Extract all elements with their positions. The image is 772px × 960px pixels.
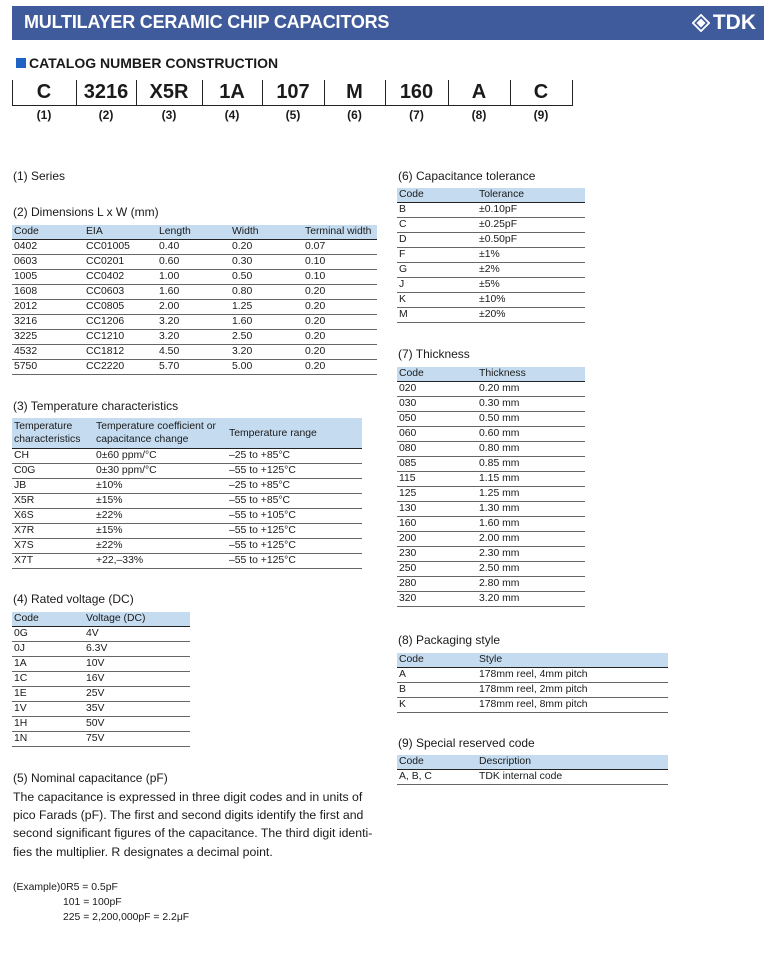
catalog-code-divider: [202, 80, 203, 106]
nominal-heading: (5) Nominal capacitance (pF): [13, 771, 168, 785]
table-cell: 2.80 mm: [477, 577, 585, 592]
table-cell: 2.00 mm: [477, 532, 585, 547]
table-cell: 280: [397, 577, 477, 592]
table-cell: 1.15 mm: [477, 472, 585, 487]
table-row: [12, 554, 362, 569]
voltage-header-row: [12, 612, 190, 627]
table-cell: 085: [397, 457, 477, 472]
voltage-column-header: Code: [12, 612, 84, 627]
reserved-column-header: Code: [397, 755, 477, 770]
table-row: [397, 487, 585, 502]
table-row: [12, 285, 377, 300]
thickness-column-header: Code: [397, 367, 477, 382]
table-row: [12, 687, 190, 702]
table-cell: 0.50: [230, 270, 303, 285]
table-cell: 0±30 ppm/°C: [94, 464, 227, 479]
table-cell: 0.20: [303, 300, 377, 315]
voltage-heading: (4) Rated voltage (DC): [13, 592, 134, 606]
voltage-table: [12, 612, 190, 747]
table-cell: 1.60: [157, 285, 230, 300]
table-row: [397, 547, 585, 562]
catalog-code-label: (6): [347, 108, 362, 122]
table-cell: 0.50 mm: [477, 412, 585, 427]
table-cell: 35V: [84, 702, 190, 717]
table-cell: ±0.10pF: [477, 203, 585, 218]
table-cell: 1C: [12, 672, 84, 687]
table-cell: 1608: [12, 285, 84, 300]
table-cell: 0.80: [230, 285, 303, 300]
dimensions-body: [12, 240, 377, 375]
tolerance-table: [397, 188, 585, 323]
voltage-column-header: Voltage (DC): [84, 612, 190, 627]
dimensions-heading: (2) Dimensions L x W (mm): [13, 205, 159, 219]
table-cell: 178mm reel, 8mm pitch: [477, 698, 668, 713]
table-row: [12, 300, 377, 315]
table-cell: ±15%: [94, 494, 227, 509]
table-row: [397, 278, 585, 293]
table-cell: –55 to +125°C: [227, 464, 362, 479]
table-cell: C: [397, 218, 477, 233]
table-row: [12, 672, 190, 687]
table-cell: –55 to +105°C: [227, 509, 362, 524]
table-cell: ±2%: [477, 263, 585, 278]
table-cell: TDK internal code: [477, 770, 668, 785]
example-line: 101 = 100pF: [63, 897, 122, 908]
table-row: [397, 472, 585, 487]
thickness-table: [397, 367, 585, 607]
table-cell: 25V: [84, 687, 190, 702]
table-cell: F: [397, 248, 477, 263]
catalog-code-divider: [572, 80, 573, 106]
table-cell: 178mm reel, 2mm pitch: [477, 683, 668, 698]
table-cell: 0.10: [303, 255, 377, 270]
table-cell: A: [397, 668, 477, 683]
packaging-column-header: Code: [397, 653, 477, 668]
tolerance-column-header: Tolerance: [477, 188, 585, 203]
table-cell: 2.50 mm: [477, 562, 585, 577]
table-cell: ±0.25pF: [477, 218, 585, 233]
table-cell: 1V: [12, 702, 84, 717]
table-cell: 3.20 mm: [477, 592, 585, 607]
example-line: (Example)0R5 = 0.5pF: [13, 882, 118, 893]
table-cell: 0.10: [303, 270, 377, 285]
table-row: [397, 770, 668, 785]
table-cell: 3.20: [157, 315, 230, 330]
table-cell: 3.20: [230, 345, 303, 360]
table-cell: –55 to +125°C: [227, 539, 362, 554]
dimensions-header-row: [12, 225, 377, 240]
table-cell: 0.20: [303, 330, 377, 345]
table-cell: –55 to +85°C: [227, 494, 362, 509]
catalog-code-label: (8): [471, 108, 487, 122]
catalog-code-divider: [76, 80, 77, 106]
table-row: [12, 360, 377, 375]
table-cell: ±20%: [477, 308, 585, 323]
table-cell: 0.30: [230, 255, 303, 270]
table-cell: 0.20 mm: [477, 382, 585, 397]
table-cell: 0±60 ppm/°C: [94, 449, 227, 464]
catalog-code-label: (7): [409, 108, 424, 122]
table-cell: ±0.50pF: [477, 233, 585, 248]
table-cell: 1A: [12, 657, 84, 672]
tdk-diamond-icon: [692, 14, 710, 32]
table-cell: B: [397, 683, 477, 698]
table-cell: 5750: [12, 360, 84, 375]
catalog-code-divider: [262, 80, 263, 106]
table-cell: 115: [397, 472, 477, 487]
table-row: [12, 509, 362, 524]
table-row: [397, 218, 585, 233]
series-heading: (1) Series: [13, 169, 66, 183]
table-cell: 080: [397, 442, 477, 457]
temperature-body: [12, 449, 362, 569]
table-cell: 5.00: [230, 360, 303, 375]
catalog-code-label: (5): [285, 108, 301, 122]
table-row: [397, 532, 585, 547]
table-cell: 4532: [12, 345, 84, 360]
catalog-code-segment: X5R: [149, 81, 189, 103]
table-row: [397, 382, 585, 397]
catalog-code-divider: [448, 80, 449, 106]
table-row: [397, 427, 585, 442]
table-row: [397, 502, 585, 517]
table-cell: 050: [397, 412, 477, 427]
reserved-column-header: Description: [477, 755, 668, 770]
catalog-code-divider: [324, 80, 325, 106]
tolerance-heading: (6) Capacitance tolerance: [398, 169, 536, 183]
catalog-code-segment: 160: [399, 81, 434, 103]
table-row: [397, 397, 585, 412]
table-cell: +22,–33%: [94, 554, 227, 569]
table-cell: CC0603: [84, 285, 157, 300]
table-row: [12, 270, 377, 285]
catalog-code-segment: A: [471, 81, 487, 103]
table-cell: 030: [397, 397, 477, 412]
temperature-table: [12, 418, 362, 569]
thickness-heading: (7) Thickness: [398, 347, 470, 361]
dimensions-column-header: Code: [12, 225, 84, 240]
table-row: [397, 263, 585, 278]
nominal-line: fies the multiplier. R designates a decimal point.: [13, 844, 273, 859]
table-cell: 2.30 mm: [477, 547, 585, 562]
nominal-line: The capacitance is expressed in three digit codes and in units of: [13, 790, 363, 804]
table-cell: 250: [397, 562, 477, 577]
table-cell: D: [397, 233, 477, 248]
catalog-code-label: (9): [533, 108, 549, 122]
table-cell: –25 to +85°C: [227, 449, 362, 464]
table-row: [12, 717, 190, 732]
table-cell: K: [397, 293, 477, 308]
catalog-code-segment: 107: [276, 81, 310, 103]
blue-square-icon: [16, 58, 26, 68]
table-cell: CC1210: [84, 330, 157, 345]
packaging-column-header: Style: [477, 653, 668, 668]
table-cell: 1.60: [230, 315, 303, 330]
table-cell: 160: [397, 517, 477, 532]
table-cell: ±22%: [94, 539, 227, 554]
table-cell: CC0402: [84, 270, 157, 285]
table-cell: ±22%: [94, 509, 227, 524]
table-cell: 6.3V: [84, 642, 190, 657]
table-row: [12, 479, 362, 494]
table-cell: 125: [397, 487, 477, 502]
catalog-code-divider: [385, 80, 386, 106]
table-cell: ±10%: [477, 293, 585, 308]
table-cell: C0G: [12, 464, 94, 479]
table-row: [12, 539, 362, 554]
reserved-body: [397, 770, 668, 785]
table-cell: CC1812: [84, 345, 157, 360]
table-cell: 0603: [12, 255, 84, 270]
table-cell: 2.00: [157, 300, 230, 315]
header-bar: [12, 6, 764, 40]
table-cell: 1N: [12, 732, 84, 747]
table-cell: 130: [397, 502, 477, 517]
catalog-code-label: (2): [98, 108, 114, 122]
table-cell: 0.80 mm: [477, 442, 585, 457]
table-cell: –55 to +125°C: [227, 524, 362, 539]
dimensions-table: [12, 225, 377, 375]
table-cell: ±1%: [477, 248, 585, 263]
table-row: [12, 642, 190, 657]
table-cell: 320: [397, 592, 477, 607]
table-cell: 0.60 mm: [477, 427, 585, 442]
table-cell: 0.85 mm: [477, 457, 585, 472]
catalog-code-segment: M: [346, 81, 363, 103]
table-cell: 0J: [12, 642, 84, 657]
packaging-heading: (8) Packaging style: [398, 633, 501, 647]
table-row: [397, 592, 585, 607]
table-cell: CH: [12, 449, 94, 464]
nominal-line: second significant figures of the capacitance. The third digit identi-: [13, 826, 373, 841]
table-row: [12, 657, 190, 672]
table-row: [12, 627, 190, 642]
catalog-code-segment: C: [36, 81, 52, 103]
table-cell: 1.00: [157, 270, 230, 285]
dimensions-column-header: Terminal width: [303, 225, 377, 240]
tolerance-body: [397, 203, 585, 323]
table-cell: 1005: [12, 270, 84, 285]
nominal-line: pico Farads (pF). The first and second digits identify the first and: [13, 808, 364, 823]
tolerance-column-header: Code: [397, 188, 477, 203]
table-cell: 10V: [84, 657, 190, 672]
table-cell: X5R: [12, 494, 94, 509]
table-row: [397, 577, 585, 592]
table-cell: 2012: [12, 300, 84, 315]
table-cell: J: [397, 278, 477, 293]
catalog-code-segment: 1A: [219, 81, 245, 103]
logo-text: TDK: [712, 11, 756, 34]
table-cell: G: [397, 263, 477, 278]
table-cell: JB: [12, 479, 94, 494]
table-row: [397, 233, 585, 248]
table-cell: X7S: [12, 539, 94, 554]
thickness-header-row: [397, 367, 585, 382]
table-cell: 1.25: [230, 300, 303, 315]
table-cell: –25 to +85°C: [227, 479, 362, 494]
table-cell: 3216: [12, 315, 84, 330]
table-cell: 3.20: [157, 330, 230, 345]
section-title-text: CATALOG NUMBER CONSTRUCTION: [29, 55, 279, 71]
dimensions-column-header: EIA: [84, 225, 157, 240]
table-row: [397, 442, 585, 457]
table-row: [12, 330, 377, 345]
table-cell: K: [397, 698, 477, 713]
table-cell: 4V: [84, 627, 190, 642]
table-cell: CC2220: [84, 360, 157, 375]
dimensions-column-header: Length: [157, 225, 230, 240]
table-cell: 50V: [84, 717, 190, 732]
catalog-code-divider: [12, 80, 13, 106]
table-cell: 0.20: [303, 345, 377, 360]
temperature-col-3: Temperature range: [227, 418, 362, 449]
table-row: [397, 683, 668, 698]
table-row: [12, 732, 190, 747]
nominal-description: [13, 788, 378, 861]
table-cell: ±10%: [94, 479, 227, 494]
temperature-col-1: Temperature characteristics: [12, 418, 94, 449]
temperature-heading: (3) Temperature characteristics: [13, 399, 179, 413]
table-cell: M: [397, 308, 477, 323]
table-row: [12, 255, 377, 270]
packaging-body: [397, 668, 668, 713]
table-cell: 0.40: [157, 240, 230, 255]
table-row: [397, 308, 585, 323]
catalog-code-divider: [510, 80, 511, 106]
table-cell: 0402: [12, 240, 84, 255]
table-row: [397, 248, 585, 263]
table-cell: X7T: [12, 554, 94, 569]
table-row: [397, 668, 668, 683]
table-cell: 0.20: [303, 360, 377, 375]
catalog-code-label: (3): [161, 108, 177, 122]
packaging-header-row: [397, 653, 668, 668]
tdk-logo: [692, 11, 756, 35]
table-cell: 060: [397, 427, 477, 442]
thickness-body: [397, 382, 585, 607]
packaging-table: [397, 653, 668, 713]
table-row: [397, 517, 585, 532]
catalog-code-segment: C: [533, 81, 549, 103]
table-cell: X7R: [12, 524, 94, 539]
table-cell: 020: [397, 382, 477, 397]
page-title: MULTILAYER CERAMIC CHIP CAPACITORS: [24, 12, 390, 32]
table-cell: 230: [397, 547, 477, 562]
table-cell: 5.70: [157, 360, 230, 375]
table-cell: 178mm reel, 4mm pitch: [477, 668, 668, 683]
table-cell: 0.20: [303, 315, 377, 330]
table-row: [12, 345, 377, 360]
reserved-table: [397, 755, 668, 785]
table-cell: 200: [397, 532, 477, 547]
table-cell: 75V: [84, 732, 190, 747]
table-cell: X6S: [12, 509, 94, 524]
table-cell: 1.30 mm: [477, 502, 585, 517]
catalog-code-label: (1): [36, 108, 52, 122]
table-row: [12, 315, 377, 330]
table-cell: 16V: [84, 672, 190, 687]
table-row: [397, 203, 585, 218]
voltage-body: [12, 627, 190, 747]
table-cell: CC01005: [84, 240, 157, 255]
table-cell: A, B, C: [397, 770, 477, 785]
table-cell: 2.50: [230, 330, 303, 345]
table-cell: B: [397, 203, 477, 218]
table-cell: 3225: [12, 330, 84, 345]
table-row: [12, 464, 362, 479]
temperature-col-2: Temperature coefficient or capacitance change: [94, 418, 227, 449]
table-cell: 4.50: [157, 345, 230, 360]
tolerance-header-row: [397, 188, 585, 203]
table-cell: 1.60 mm: [477, 517, 585, 532]
table-row: [397, 457, 585, 472]
catalog-code-baseline: [12, 105, 572, 106]
table-cell: 0.20: [303, 285, 377, 300]
catalog-code-divider: [136, 80, 137, 106]
table-cell: 1E: [12, 687, 84, 702]
table-row: [12, 240, 377, 255]
table-cell: 1H: [12, 717, 84, 732]
reserved-header-row: [397, 755, 668, 770]
table-cell: 0.07: [303, 240, 377, 255]
table-cell: 0.20: [230, 240, 303, 255]
reserved-heading: (9) Special reserved code: [398, 736, 535, 750]
table-cell: 0.30 mm: [477, 397, 585, 412]
example-line: 225 = 2,200,000pF = 2.2μF: [63, 912, 190, 923]
table-row: [12, 449, 362, 464]
thickness-column-header: Thickness: [477, 367, 585, 382]
table-cell: 0.60: [157, 255, 230, 270]
table-row: [397, 698, 668, 713]
catalog-code-segment: 3216: [83, 81, 129, 103]
section-title: [16, 55, 278, 71]
table-cell: ±5%: [477, 278, 585, 293]
table-row: [397, 412, 585, 427]
table-row: [397, 293, 585, 308]
table-row: [12, 524, 362, 539]
table-row: [12, 702, 190, 717]
table-cell: CC1206: [84, 315, 157, 330]
table-row: [397, 562, 585, 577]
table-cell: 1.25 mm: [477, 487, 585, 502]
table-cell: CC0805: [84, 300, 157, 315]
table-cell: –55 to +125°C: [227, 554, 362, 569]
catalog-code-label: (4): [224, 108, 240, 122]
table-row: [12, 494, 362, 509]
table-cell: CC0201: [84, 255, 157, 270]
dimensions-column-header: Width: [230, 225, 303, 240]
table-cell: 0G: [12, 627, 84, 642]
table-cell: ±15%: [94, 524, 227, 539]
